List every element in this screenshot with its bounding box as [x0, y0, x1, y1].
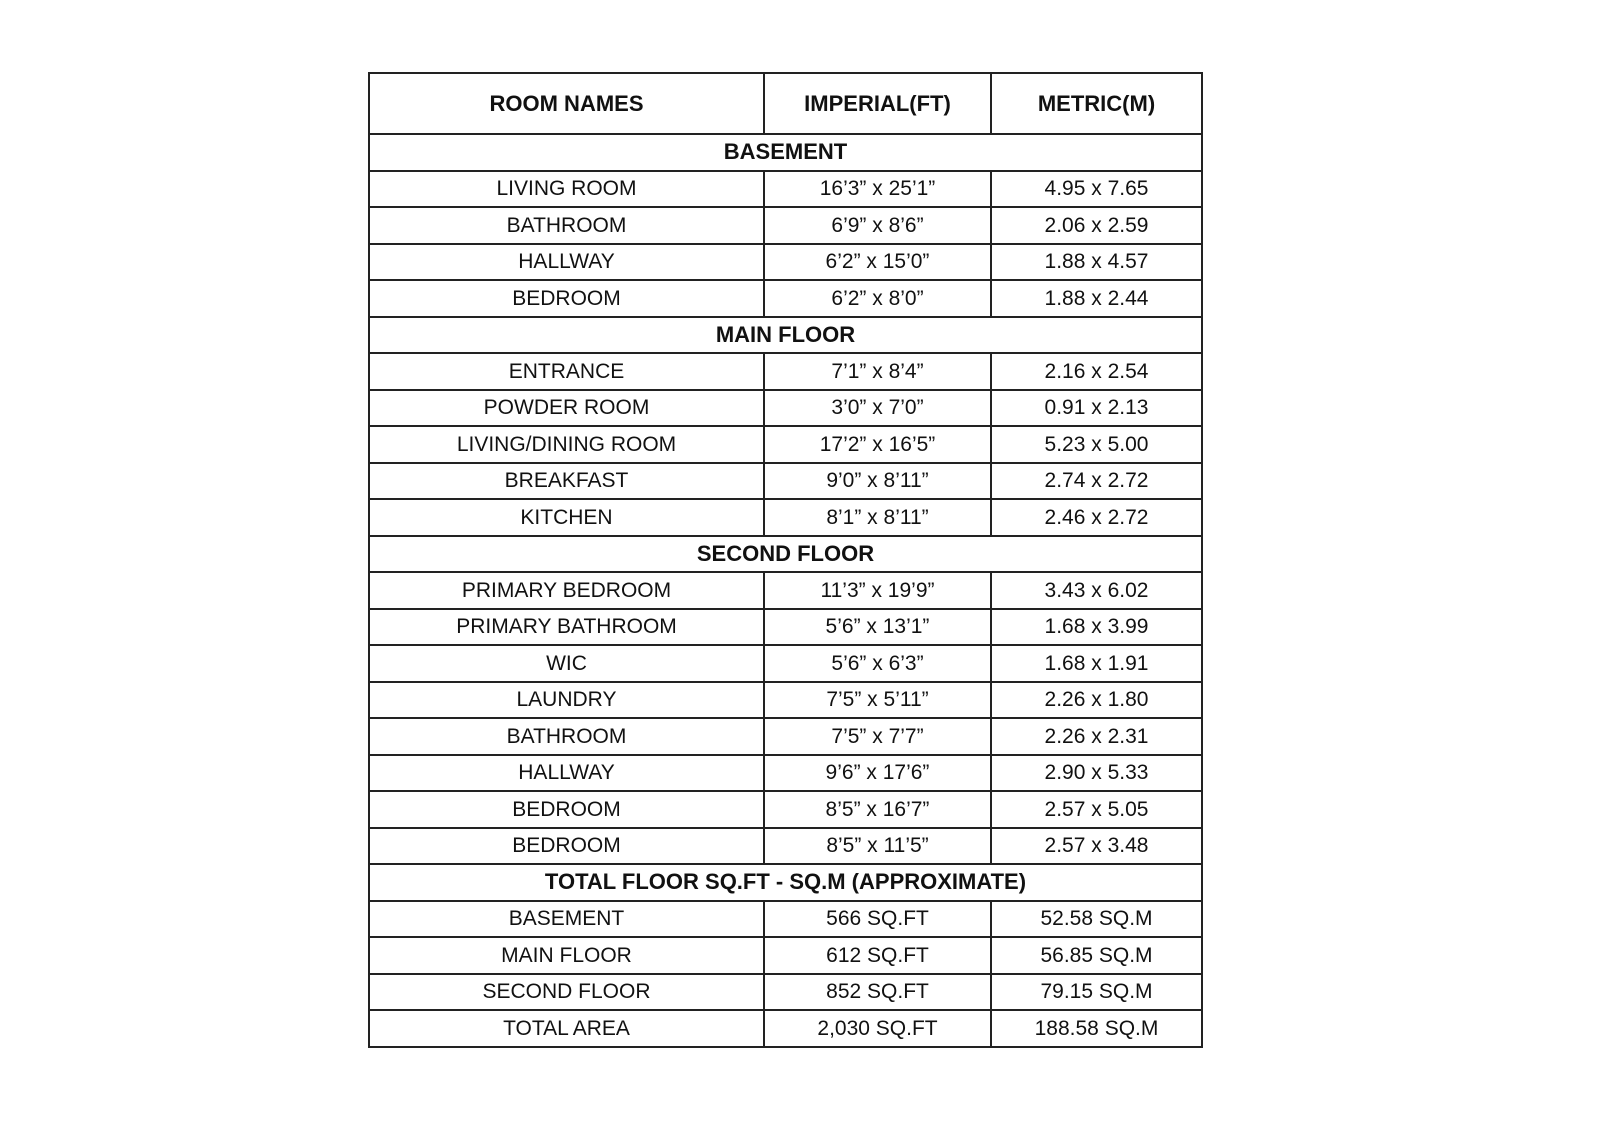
section-row	[369, 536, 1202, 573]
room-dimensions-table	[368, 72, 1203, 1048]
imperial-cell: 6’2” x 8’0”	[764, 280, 991, 317]
table-row	[369, 499, 1202, 536]
metric-cell: 2.90 x 5.33	[991, 755, 1202, 792]
imperial-cell: 6’2” x 15’0”	[764, 244, 991, 281]
metric-cell: 2.74 x 2.72	[991, 463, 1202, 500]
imperial-cell: 9’0” x 8’11”	[764, 463, 991, 500]
room-name-cell: POWDER ROOM	[369, 390, 764, 427]
room-name-cell: HALLWAY	[369, 755, 764, 792]
metric-cell: 79.15 SQ.M	[991, 974, 1202, 1011]
room-name-cell: BEDROOM	[369, 791, 764, 828]
metric-cell: 4.95 x 7.65	[991, 171, 1202, 208]
imperial-cell: 5’6” x 13’1”	[764, 609, 991, 646]
section-title: MAIN FLOOR	[369, 317, 1202, 354]
metric-cell: 0.91 x 2.13	[991, 390, 1202, 427]
imperial-cell: 612 SQ.FT	[764, 937, 991, 974]
metric-cell: 2.16 x 2.54	[991, 353, 1202, 390]
metric-cell: 2.26 x 1.80	[991, 682, 1202, 719]
metric-cell: 1.88 x 2.44	[991, 280, 1202, 317]
table-row	[369, 609, 1202, 646]
room-name-cell: BREAKFAST	[369, 463, 764, 500]
table-body	[369, 134, 1202, 1047]
imperial-cell: 17’2” x 16’5”	[764, 426, 991, 463]
table-row	[369, 974, 1202, 1011]
imperial-cell: 8’5” x 11’5”	[764, 828, 991, 865]
imperial-cell: 9’6” x 17’6”	[764, 755, 991, 792]
room-name-cell: LIVING/DINING ROOM	[369, 426, 764, 463]
imperial-cell: 11’3” x 19’9”	[764, 572, 991, 609]
room-name-cell: WIC	[369, 645, 764, 682]
table-row	[369, 682, 1202, 719]
table-row	[369, 280, 1202, 317]
table-row	[369, 207, 1202, 244]
metric-cell: 188.58 SQ.M	[991, 1010, 1202, 1047]
imperial-cell: 8’1” x 8’11”	[764, 499, 991, 536]
section-row	[369, 317, 1202, 354]
room-name-cell: MAIN FLOOR	[369, 937, 764, 974]
metric-cell: 2.57 x 3.48	[991, 828, 1202, 865]
metric-cell: 1.88 x 4.57	[991, 244, 1202, 281]
header-row	[369, 73, 1202, 134]
header-imperial: IMPERIAL(FT)	[764, 73, 991, 134]
header-metric: METRIC(M)	[991, 73, 1202, 134]
table-row	[369, 791, 1202, 828]
metric-cell: 2.06 x 2.59	[991, 207, 1202, 244]
room-name-cell: LAUNDRY	[369, 682, 764, 719]
section-title: SECOND FLOOR	[369, 536, 1202, 573]
room-name-cell: KITCHEN	[369, 499, 764, 536]
metric-cell: 5.23 x 5.00	[991, 426, 1202, 463]
room-name-cell: PRIMARY BATHROOM	[369, 609, 764, 646]
section-row	[369, 864, 1202, 901]
table-row	[369, 718, 1202, 755]
imperial-cell: 3’0” x 7’0”	[764, 390, 991, 427]
imperial-cell: 7’5” x 5’11”	[764, 682, 991, 719]
imperial-cell: 6’9” x 8’6”	[764, 207, 991, 244]
table-row	[369, 244, 1202, 281]
metric-cell: 1.68 x 3.99	[991, 609, 1202, 646]
room-name-cell: BATHROOM	[369, 718, 764, 755]
table-row	[369, 901, 1202, 938]
table-row	[369, 463, 1202, 500]
table-row	[369, 1010, 1202, 1047]
room-name-cell: HALLWAY	[369, 244, 764, 281]
room-name-cell: ENTRANCE	[369, 353, 764, 390]
room-name-cell: BATHROOM	[369, 207, 764, 244]
imperial-cell: 5’6” x 6’3”	[764, 645, 991, 682]
metric-cell: 52.58 SQ.M	[991, 901, 1202, 938]
table-row	[369, 171, 1202, 208]
metric-cell: 3.43 x 6.02	[991, 572, 1202, 609]
header-room-names: ROOM NAMES	[369, 73, 764, 134]
imperial-cell: 852 SQ.FT	[764, 974, 991, 1011]
section-row	[369, 134, 1202, 171]
imperial-cell: 7’5” x 7’7”	[764, 718, 991, 755]
imperial-cell: 566 SQ.FT	[764, 901, 991, 938]
room-name-cell: TOTAL AREA	[369, 1010, 764, 1047]
imperial-cell: 8’5” x 16’7”	[764, 791, 991, 828]
imperial-cell: 16’3” x 25’1”	[764, 171, 991, 208]
room-name-cell: LIVING ROOM	[369, 171, 764, 208]
table-row	[369, 937, 1202, 974]
table-row	[369, 572, 1202, 609]
metric-cell: 1.68 x 1.91	[991, 645, 1202, 682]
section-title: TOTAL FLOOR SQ.FT - SQ.M (APPROXIMATE)	[369, 864, 1202, 901]
table-row	[369, 828, 1202, 865]
room-name-cell: PRIMARY BEDROOM	[369, 572, 764, 609]
metric-cell: 56.85 SQ.M	[991, 937, 1202, 974]
table-row	[369, 390, 1202, 427]
room-name-cell: BEDROOM	[369, 280, 764, 317]
room-name-cell: BASEMENT	[369, 901, 764, 938]
section-title: BASEMENT	[369, 134, 1202, 171]
metric-cell: 2.26 x 2.31	[991, 718, 1202, 755]
imperial-cell: 2,030 SQ.FT	[764, 1010, 991, 1047]
table-row	[369, 426, 1202, 463]
imperial-cell: 7’1” x 8’4”	[764, 353, 991, 390]
room-name-cell: SECOND FLOOR	[369, 974, 764, 1011]
metric-cell: 2.57 x 5.05	[991, 791, 1202, 828]
room-name-cell: BEDROOM	[369, 828, 764, 865]
table-row	[369, 353, 1202, 390]
metric-cell: 2.46 x 2.72	[991, 499, 1202, 536]
table-row	[369, 645, 1202, 682]
table-row	[369, 755, 1202, 792]
